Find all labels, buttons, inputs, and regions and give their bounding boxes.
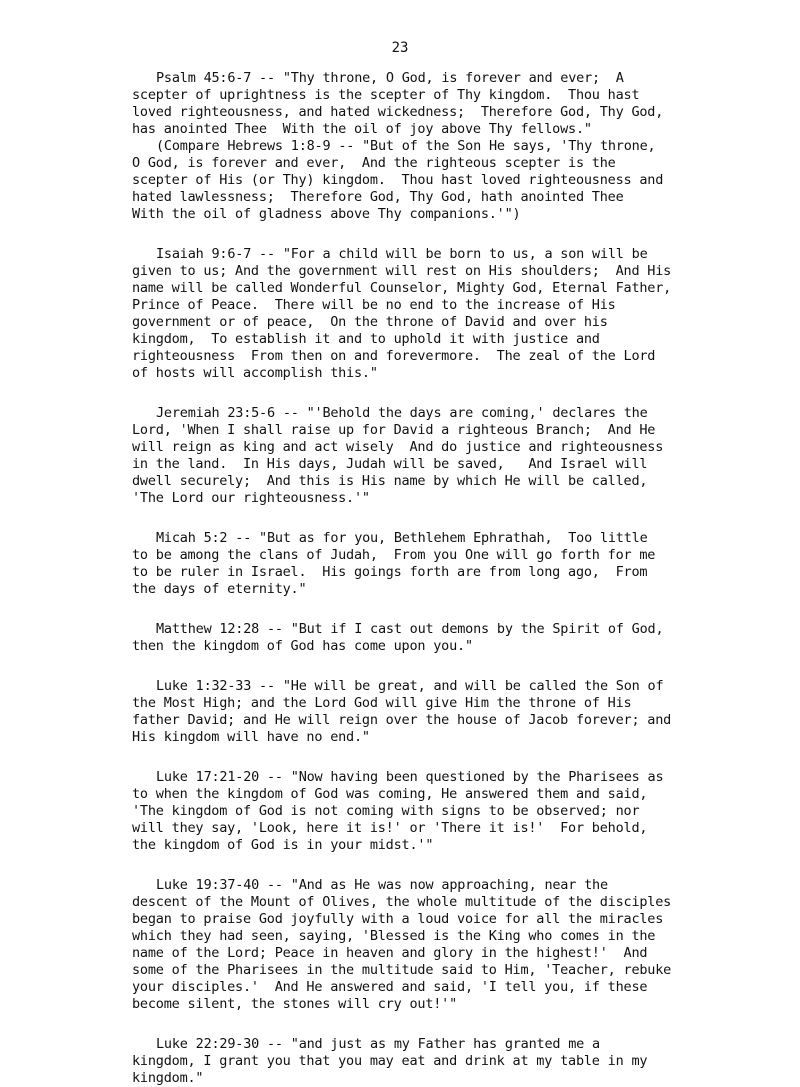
passage-line: loved righteousness, and hated wickedness; Therefore God, Thy God,	[132, 104, 664, 120]
passage-line: in the land. In His days, Judah will be saved, And Israel will	[132, 456, 648, 472]
passage-line: descent of the Mount of Olives, the whole multitude of the disciples	[132, 894, 672, 910]
passage-line: Micah 5:2 -- "But as for you, Bethlehem Ephrathah, Too little	[156, 530, 648, 546]
passage-luke-22	[132, 1036, 732, 1087]
passage-matthew-12	[132, 621, 732, 655]
passage-line: to be ruler in Israel. His goings forth are from long ago, From	[132, 564, 648, 580]
passage-line: become silent, the stones will cry out!'"	[132, 996, 458, 1012]
passage-line: to be among the clans of Judah, From you One will go forth for me	[132, 547, 656, 563]
passage-line: Psalm 45:6-7 -- "Thy throne, O God, is forever and ever; A	[156, 70, 624, 86]
passage-line: O God, is forever and ever, And the righteous scepter is the	[132, 155, 616, 171]
passage-line: Prince of Peace. There will be no end to the increase of His	[132, 297, 616, 313]
passage-line: Luke 17:21-20 -- "Now having been questioned by the Pharisees as	[156, 769, 664, 785]
passage-micah-5	[132, 530, 732, 598]
passage-line: kingdom, I grant you that you may eat and drink at my table in my	[132, 1053, 648, 1069]
passage-line: will reign as king and act wisely And do justice and righteousness	[132, 439, 664, 455]
passage-jeremiah-23	[132, 405, 732, 507]
passage-line: scepter of uprightness is the scepter of Thy kingdom. Thou hast	[132, 87, 640, 103]
passage-line: which they had seen, saying, 'Blessed is the King who comes in the	[132, 928, 656, 944]
passage-line: some of the Pharisees in the multitude said to Him, 'Teacher, rebuke	[132, 962, 672, 978]
passage-line: His kingdom will have no end."	[132, 729, 370, 745]
passage-line: will they say, 'Look, here it is!' or 'There it is!' For behold,	[132, 820, 648, 836]
passage-line: your disciples.' And He answered and said, 'I tell you, if these	[132, 979, 648, 995]
passage-line: Matthew 12:28 -- "But if I cast out demons by the Spirit of God,	[156, 621, 664, 637]
passage-line: With the oil of gladness above Thy companions.'")	[132, 206, 521, 222]
passage-line: Luke 22:29-30 -- "and just as my Father has granted me a	[156, 1036, 600, 1052]
passage-luke-17	[132, 769, 732, 854]
passage-line: 'The kingdom of God is not coming with signs to be observed; nor	[132, 803, 640, 819]
passage-line: kingdom."	[132, 1070, 204, 1086]
passage-line: began to praise God joyfully with a loud voice for all the miracles	[132, 911, 664, 927]
passage-line: righteousness From then on and forevermore. The zeal of the Lord	[132, 348, 656, 364]
passage-line: dwell securely; And this is His name by which He will be called,	[132, 473, 648, 489]
page-number: 23	[391, 40, 409, 56]
passage-line: has anointed Thee With the oil of joy above Thy fellows."	[132, 121, 592, 137]
passage-line: Luke 1:32-33 -- "He will be great, and will be called the Son of	[156, 678, 664, 694]
passage-line: of hosts will accomplish this."	[132, 365, 378, 381]
passage-isaiah-9	[132, 246, 732, 382]
passage-line: the days of eternity."	[132, 581, 307, 597]
passage-line: Luke 19:37-40 -- "And as He was now approaching, near the	[156, 877, 608, 893]
passage-line: 'The Lord our righteousness.'"	[132, 490, 370, 506]
passage-line: Jeremiah 23:5-6 -- "'Behold the days are coming,' declares the	[156, 405, 648, 421]
page-body	[132, 70, 732, 1087]
passage-luke-19	[132, 877, 732, 1013]
passage-line: then the kingdom of God has come upon you."	[132, 638, 473, 654]
passage-psalm-45	[132, 70, 732, 223]
passage-line: given to us; And the government will rest on His shoulders; And His	[132, 263, 672, 279]
passage-line: the kingdom of God is in your midst.'"	[132, 837, 434, 853]
passage-line: government or of peace, On the throne of David and over his	[132, 314, 608, 330]
passage-line: name of the Lord; Peace in heaven and glory in the highest!' And	[132, 945, 648, 961]
passage-luke-1	[132, 678, 732, 746]
passage-line: Lord, 'When I shall raise up for David a righteous Branch; And He	[132, 422, 656, 438]
passage-line: the Most High; and the Lord God will give Him the throne of His	[132, 695, 632, 711]
passage-line: to when the kingdom of God was coming, He answered them and said,	[132, 786, 648, 802]
passage-line: name will be called Wonderful Counselor, Mighty God, Eternal Father,	[132, 280, 672, 296]
passage-line: father David; and He will reign over the house of Jacob forever; and	[132, 712, 672, 728]
passage-line: Isaiah 9:6-7 -- "For a child will be born to us, a son will be	[156, 246, 648, 262]
passage-line: scepter of His (or Thy) kingdom. Thou hast loved righteousness and	[132, 172, 664, 188]
passage-line: kingdom, To establish it and to uphold it with justice and	[132, 331, 600, 347]
passage-line: (Compare Hebrews 1:8-9 -- "But of the Son He says, 'Thy throne,	[156, 138, 656, 154]
passage-line: hated lawlessness; Therefore God, Thy God, hath anointed Thee	[132, 189, 624, 205]
